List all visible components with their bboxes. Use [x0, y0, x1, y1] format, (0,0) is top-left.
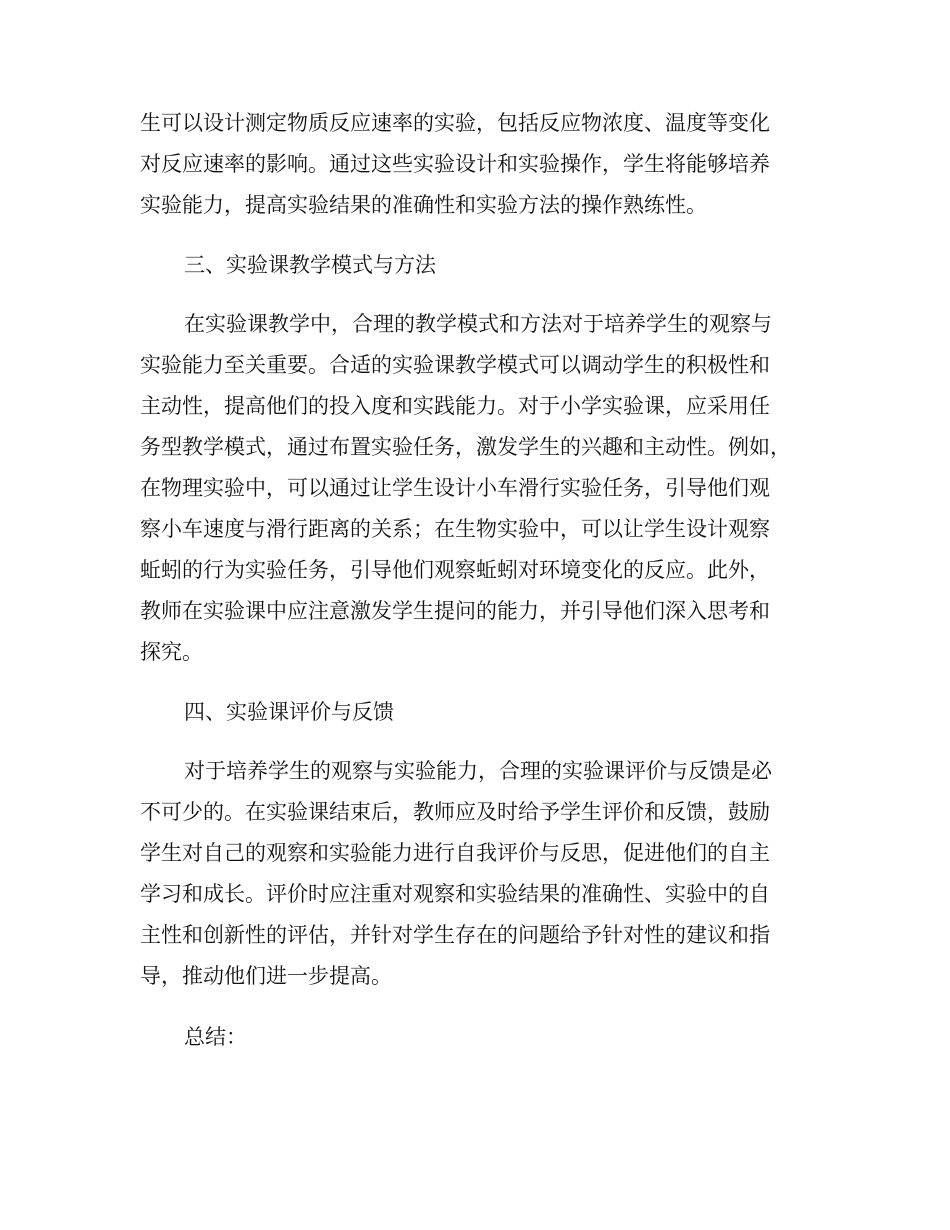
paragraph-line: 不可少的。在实验课结束后，教师应及时给予学生评价和反馈，鼓励: [140, 800, 770, 824]
paragraph-line: 在物理实验中，可以通过让学生设计小车滑行实验任务，引导他们观: [140, 476, 770, 500]
section-heading-3: 三、实验课教学模式与方法: [184, 253, 436, 277]
paragraph-line: 生可以设计测定物质反应速率的实验，包括反应物浓度、温度等变化: [140, 111, 770, 135]
paragraph-line: 对反应速率的影响。通过这些实验设计和实验操作，学生将能够培养: [140, 152, 770, 176]
paragraph-line: 学习和成长。评价时应注重对观察和实验结果的准确性、实验中的自: [140, 882, 770, 906]
paragraph-line: 实验能力至关重要。合适的实验课教学模式可以调动学生的积极性和: [140, 353, 770, 377]
section-heading-4: 四、实验课评价与反馈: [184, 700, 394, 724]
paragraph-line: 学生对自己的观察和实验能力进行自我评价与反思，促进他们的自主: [140, 841, 770, 865]
paragraph-line: 教师在实验课中应注意激发学生提问的能力，并引导他们深入思考和: [140, 599, 770, 623]
paragraph-line: 导，推动他们进一步提高。: [140, 964, 392, 988]
paragraph-line: 探究。: [140, 640, 203, 664]
paragraph-line: 察小车速度与滑行距离的关系；在生物实验中，可以让学生设计观察: [140, 517, 770, 541]
paragraph-line: 务型教学模式，通过布置实验任务，激发学生的兴趣和主动性。例如，: [140, 435, 791, 459]
paragraph-line: 主动性，提高他们的投入度和实践能力。对于小学实验课，应采用任: [140, 394, 770, 418]
paragraph-line: 在实验课教学中，合理的教学模式和方法对于培养学生的观察与: [184, 312, 772, 336]
summary-label: 总结：: [184, 1025, 247, 1049]
paragraph-line: 实验能力，提高实验结果的准确性和实验方法的操作熟练性。: [140, 193, 707, 217]
paragraph-line: 主性和创新性的评估，并针对学生存在的问题给予针对性的建议和指: [140, 923, 770, 947]
paragraph-line: 蚯蚓的行为实验任务，引导他们观察蚯蚓对环境变化的反应。此外，: [140, 558, 770, 582]
paragraph-line: 对于培养学生的观察与实验能力，合理的实验课评价与反馈是必: [184, 759, 772, 783]
